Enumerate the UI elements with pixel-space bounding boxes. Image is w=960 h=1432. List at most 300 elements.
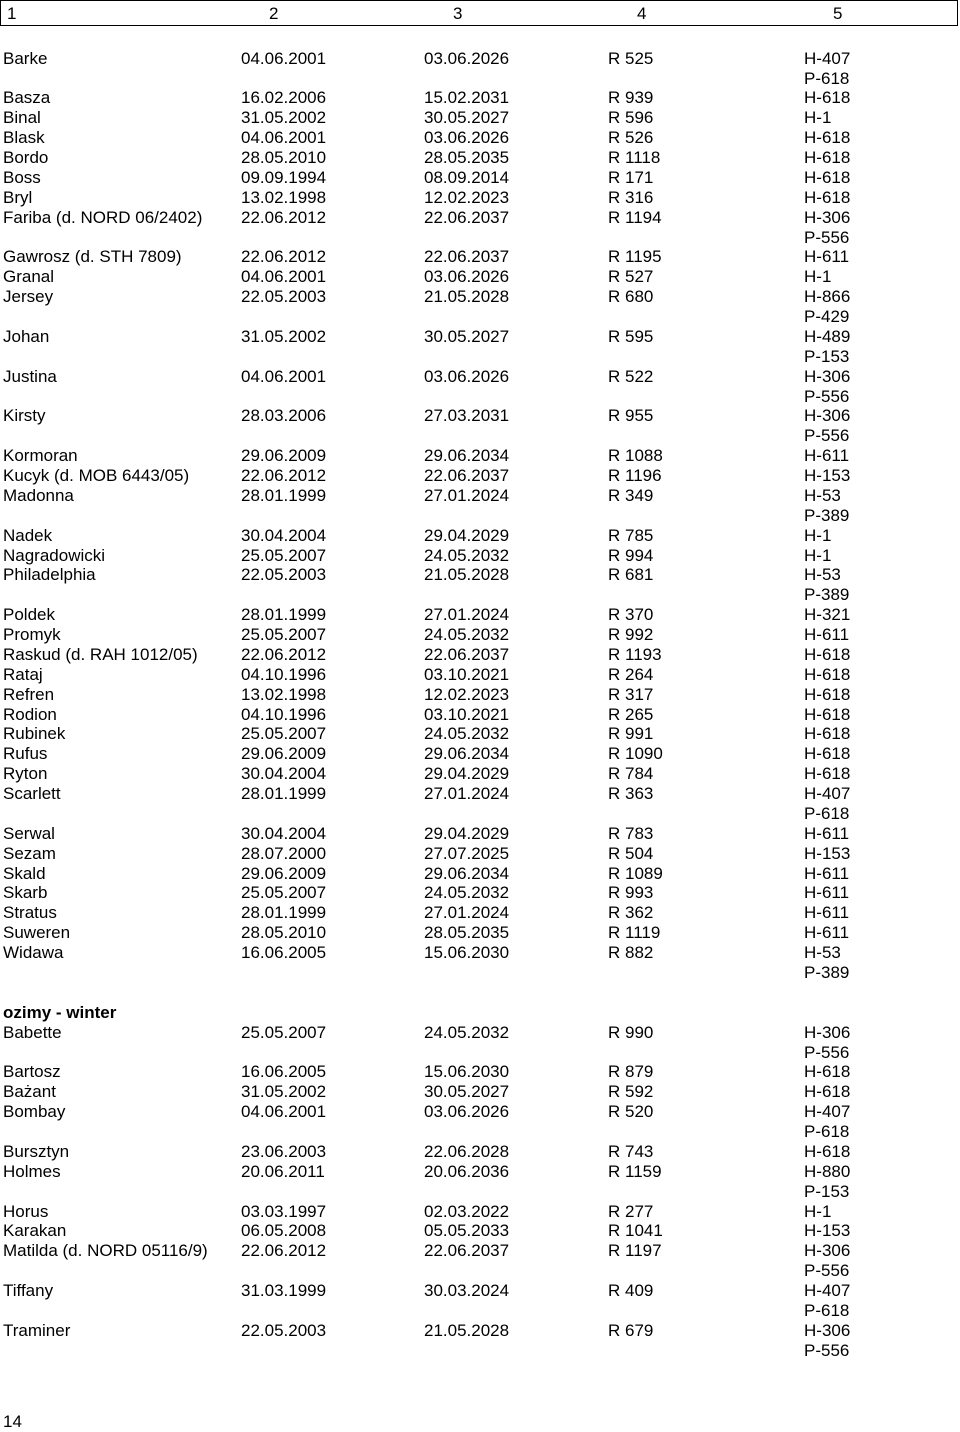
expiry-date: 27.01.2024: [424, 784, 510, 804]
register-number: R 784: [608, 764, 654, 784]
table-row: [0, 923, 960, 943]
registration-date: 28.01.1999: [241, 605, 327, 625]
expiry-date: 22.06.2037: [424, 1241, 510, 1261]
register-number: R 1090: [608, 744, 663, 764]
table-row: [0, 824, 960, 844]
register-number: R 370: [608, 605, 654, 625]
maintainer-code: H-611: [804, 863, 850, 883]
table-row: [0, 724, 960, 744]
register-number: R 955: [608, 406, 654, 426]
registration-date: 04.06.2001: [241, 128, 327, 148]
maintainer-code-secondary: P-389: [804, 963, 850, 983]
register-number: R 1118: [608, 147, 661, 167]
register-number: R 363: [608, 784, 654, 804]
registration-date: 30.04.2004: [241, 525, 327, 545]
register-number: R 990: [608, 1022, 654, 1042]
variety-name: Jersey: [3, 287, 54, 307]
column-header-2: 2: [269, 4, 279, 23]
registration-date: 16.06.2005: [241, 1062, 327, 1082]
registration-date: 04.06.2001: [241, 48, 327, 68]
variety-name: Bażant: [3, 1082, 56, 1102]
expiry-date: 27.01.2024: [424, 903, 510, 923]
registration-date: 30.04.2004: [241, 823, 327, 843]
column-header-3: 3: [453, 4, 463, 23]
maintainer-code: H-153: [804, 843, 851, 863]
variety-name: Rataj: [3, 664, 43, 684]
variety-name: Widawa: [3, 943, 64, 963]
register-number: R 1089: [608, 863, 663, 883]
expiry-date: 03.06.2026: [424, 1102, 510, 1122]
register-number: R 1197: [608, 1241, 662, 1261]
register-number: R 595: [608, 326, 654, 346]
expiry-date: 29.04.2029: [424, 525, 510, 545]
variety-name: Raskud (d. RAH 1012/05): [3, 644, 198, 664]
registration-date: 22.05.2003: [241, 287, 327, 307]
table-row: [0, 565, 960, 605]
maintainer-code: H-407: [804, 1281, 851, 1301]
maintainer-code: H-306: [804, 406, 851, 426]
register-number: R 349: [608, 485, 654, 505]
table-row: [0, 366, 960, 406]
maintainer-code-secondary: P-618: [804, 68, 850, 88]
variety-name: Kirsty: [3, 406, 46, 426]
register-number: R 504: [608, 843, 654, 863]
expiry-date: 22.06.2037: [424, 207, 510, 227]
registration-date: 29.06.2009: [241, 863, 327, 883]
expiry-date: 27.03.2031: [424, 406, 510, 426]
registration-date: 22.05.2003: [241, 565, 327, 585]
registration-date: 28.05.2010: [241, 147, 327, 167]
table-row: [0, 844, 960, 864]
variety-name: Ryton: [3, 764, 48, 784]
table-row: [0, 943, 960, 983]
expiry-date: 30.05.2027: [424, 1082, 510, 1102]
maintainer-code: H-618: [804, 704, 851, 724]
register-number: R 991: [608, 724, 654, 744]
table-row: [0, 1022, 960, 1062]
maintainer-code: H-1: [804, 108, 832, 128]
register-number: R 1088: [608, 446, 663, 466]
maintainer-code-secondary: P-618: [804, 1301, 850, 1321]
registration-date: 29.06.2009: [241, 446, 327, 466]
registration-date: 16.06.2005: [241, 943, 327, 963]
expiry-date: 27.01.2024: [424, 605, 510, 625]
expiry-date: 28.05.2035: [424, 923, 510, 943]
registration-date: 31.05.2002: [241, 108, 327, 128]
expiry-date: 12.02.2023: [424, 187, 510, 207]
table-row: [0, 546, 960, 566]
maintainer-code: H-306: [804, 1320, 851, 1340]
maintainer-code: H-866: [804, 287, 851, 307]
registration-date: 25.05.2007: [241, 724, 327, 744]
maintainer-code-secondary: P-556: [804, 227, 850, 247]
registration-date: 28.05.2010: [241, 923, 327, 943]
table-row: [0, 446, 960, 466]
register-number: R 743: [608, 1141, 654, 1161]
registration-date: 04.06.2001: [241, 267, 327, 287]
table-row: [0, 1320, 960, 1360]
table-row: [0, 784, 960, 824]
table-row: [0, 168, 960, 188]
maintainer-code: H-306: [804, 207, 851, 227]
maintainer-code-secondary: P-389: [804, 585, 850, 605]
registration-date: 31.05.2002: [241, 326, 327, 346]
registration-date: 29.06.2009: [241, 744, 327, 764]
variety-name: Rodion: [3, 704, 57, 724]
register-number: R 1159: [608, 1161, 662, 1181]
register-number: R 783: [608, 823, 654, 843]
registration-date: 22.06.2012: [241, 207, 327, 227]
variety-name: Refren: [3, 684, 55, 704]
table-row: [0, 526, 960, 546]
maintainer-code-secondary: P-618: [804, 1122, 850, 1142]
maintainer-code: H-618: [804, 1062, 851, 1082]
expiry-date: 28.05.2035: [424, 147, 510, 167]
table-row: [0, 1241, 960, 1281]
registration-date: 04.06.2001: [241, 1102, 327, 1122]
maintainer-code: H-407: [804, 48, 851, 68]
registration-date: 09.09.1994: [241, 167, 327, 187]
expiry-date: 22.06.2028: [424, 1141, 510, 1161]
maintainer-code-secondary: P-153: [804, 1181, 850, 1201]
variety-name: Bombay: [3, 1102, 66, 1122]
maintainer-code-secondary: P-556: [804, 1042, 850, 1062]
table-row: [0, 685, 960, 705]
register-number: R 592: [608, 1082, 654, 1102]
variety-name: Basza: [3, 88, 51, 108]
register-number: R 994: [608, 545, 654, 565]
table-row: [0, 764, 960, 784]
maintainer-code: H-618: [804, 684, 851, 704]
registration-date: 22.06.2012: [241, 1241, 327, 1261]
registration-date: 04.06.2001: [241, 366, 327, 386]
column-header-4: 4: [637, 4, 647, 23]
register-number: R 681: [608, 565, 654, 585]
variety-name: Stratus: [3, 903, 57, 923]
expiry-date: 24.05.2032: [424, 1022, 510, 1042]
expiry-date: 22.06.2037: [424, 644, 510, 664]
variety-name: Fariba (d. NORD 06/2402): [3, 207, 203, 227]
table-row: [0, 247, 960, 267]
registration-date: 16.02.2006: [241, 88, 327, 108]
register-number: R 596: [608, 108, 654, 128]
variety-name: Rufus: [3, 744, 48, 764]
register-number: R 520: [608, 1102, 654, 1122]
variety-name: Horus: [3, 1201, 49, 1221]
maintainer-code: H-611: [804, 923, 850, 943]
column-header-5: 5: [833, 4, 843, 23]
maintainer-code: H-618: [804, 744, 851, 764]
register-number: R 939: [608, 88, 654, 108]
maintainer-code: H-618: [804, 167, 851, 187]
variety-name: Kormoran: [3, 446, 78, 466]
variety-name: Bryl: [3, 187, 33, 207]
variety-name: Tiffany: [3, 1281, 54, 1301]
expiry-date: 30.03.2024: [424, 1281, 510, 1301]
maintainer-code: H-306: [804, 1241, 851, 1261]
expiry-date: 24.05.2032: [424, 724, 510, 744]
maintainer-code-secondary: P-618: [804, 804, 850, 824]
maintainer-code-secondary: P-556: [804, 386, 850, 406]
expiry-date: 29.04.2029: [424, 823, 510, 843]
registration-date: 28.03.2006: [241, 406, 327, 426]
registration-date: 28.01.1999: [241, 903, 327, 923]
maintainer-code: H-407: [804, 784, 851, 804]
registration-date: 22.06.2012: [241, 644, 327, 664]
variety-name: Justina: [3, 366, 57, 386]
register-number: R 785: [608, 525, 654, 545]
variety-name: Traminer: [3, 1320, 71, 1340]
registration-date: 25.05.2007: [241, 545, 327, 565]
table-row: [0, 88, 960, 108]
register-number: R 1193: [608, 644, 662, 664]
maintainer-code: H-611: [804, 247, 850, 267]
expiry-date: 27.07.2025: [424, 843, 510, 863]
expiry-date: 29.06.2034: [424, 863, 510, 883]
table-row: [0, 625, 960, 645]
expiry-date: 08.09.2014: [424, 167, 510, 187]
variety-name: Gawrosz (d. STH 7809): [3, 247, 182, 267]
maintainer-code: H-306: [804, 366, 851, 386]
variety-name: Poldek: [3, 605, 55, 625]
expiry-date: 30.05.2027: [424, 108, 510, 128]
expiry-date: 29.04.2029: [424, 764, 510, 784]
variety-name: Karakan: [3, 1221, 67, 1241]
register-number: R 264: [608, 664, 654, 684]
maintainer-code: H-1: [804, 1201, 832, 1221]
variety-name: Scarlett: [3, 784, 61, 804]
register-number: R 527: [608, 267, 654, 287]
register-number: R 277: [608, 1201, 654, 1221]
table-row: [0, 1142, 960, 1162]
variety-name: Matilda (d. NORD 05116/9): [3, 1241, 208, 1261]
expiry-date: 03.06.2026: [424, 48, 510, 68]
maintainer-code: H-1: [804, 267, 832, 287]
table-row: [0, 903, 960, 923]
maintainer-code: H-880: [804, 1161, 851, 1181]
variety-name: Promyk: [3, 625, 61, 645]
expiry-date: 21.05.2028: [424, 287, 510, 307]
maintainer-code: H-618: [804, 1141, 851, 1161]
expiry-date: 27.01.2024: [424, 485, 510, 505]
maintainer-code: H-618: [804, 88, 851, 108]
maintainer-code-secondary: P-556: [804, 1261, 850, 1281]
expiry-date: 21.05.2028: [424, 565, 510, 585]
maintainer-code: H-53: [804, 485, 841, 505]
register-number: R 1119: [608, 923, 661, 943]
registration-date: 31.05.2002: [241, 1082, 327, 1102]
register-number: R 1194: [608, 207, 662, 227]
registration-date: 31.03.1999: [241, 1281, 327, 1301]
registration-date: 28.01.1999: [241, 784, 327, 804]
table-row: [0, 744, 960, 764]
register-number: R 680: [608, 287, 654, 307]
maintainer-code: H-618: [804, 664, 851, 684]
register-number: R 882: [608, 943, 654, 963]
expiry-date: 22.06.2037: [424, 247, 510, 267]
winter-section-title: ozimy - winter: [3, 1002, 117, 1022]
register-number: R 265: [608, 704, 654, 724]
variety-name: Skald: [3, 863, 46, 883]
register-number: R 1195: [608, 247, 662, 267]
table-row: [0, 1281, 960, 1321]
register-number: R 522: [608, 366, 654, 386]
table-row: [0, 1082, 960, 1102]
registration-date: 13.02.1998: [241, 684, 327, 704]
expiry-date: 20.06.2036: [424, 1161, 510, 1181]
column-header-row: [0, 0, 958, 26]
registration-date: 25.05.2007: [241, 625, 327, 645]
registration-date: 28.07.2000: [241, 843, 327, 863]
registration-date: 22.06.2012: [241, 247, 327, 267]
registration-date: 25.05.2007: [241, 883, 327, 903]
variety-name: Babette: [3, 1022, 62, 1042]
registration-date: 23.06.2003: [241, 1141, 327, 1161]
register-number: R 879: [608, 1062, 654, 1082]
register-number: R 1041: [608, 1221, 663, 1241]
registration-date: 13.02.1998: [241, 187, 327, 207]
maintainer-code: H-1: [804, 545, 832, 565]
table-row: [0, 48, 960, 88]
variety-name: Holmes: [3, 1161, 61, 1181]
register-number: R 171: [608, 167, 654, 187]
table-row: [0, 645, 960, 665]
registration-date: 22.06.2012: [241, 465, 327, 485]
maintainer-code: H-618: [804, 724, 851, 744]
expiry-date: 29.06.2034: [424, 744, 510, 764]
maintainer-code: H-618: [804, 644, 851, 664]
variety-name: Skarb: [3, 883, 48, 903]
table-row: [0, 1202, 960, 1222]
expiry-date: 24.05.2032: [424, 625, 510, 645]
variety-name: Rubinek: [3, 724, 66, 744]
maintainer-code: H-618: [804, 764, 851, 784]
expiry-date: 02.03.2022: [424, 1201, 510, 1221]
registration-date: 25.05.2007: [241, 1022, 327, 1042]
table-row: [0, 466, 960, 486]
maintainer-code: H-489: [804, 326, 851, 346]
maintainer-code: H-618: [804, 128, 851, 148]
maintainer-code-secondary: P-556: [804, 426, 850, 446]
expiry-date: 24.05.2032: [424, 883, 510, 903]
table-row: [0, 406, 960, 446]
variety-name: Nadek: [3, 525, 53, 545]
maintainer-code: H-53: [804, 565, 841, 585]
page-number: 14: [3, 1412, 22, 1431]
variety-name: Serwal: [3, 823, 55, 843]
registration-date: 22.05.2003: [241, 1320, 327, 1340]
maintainer-code: H-153: [804, 465, 851, 485]
table-row: [0, 1221, 960, 1241]
registration-date: 20.06.2011: [241, 1161, 325, 1181]
maintainer-code: H-1: [804, 525, 832, 545]
maintainer-code: H-618: [804, 1082, 851, 1102]
variety-name: Philadelphia: [3, 565, 96, 585]
expiry-date: 15.02.2031: [424, 88, 510, 108]
registration-date: 06.05.2008: [241, 1221, 327, 1241]
maintainer-code: H-321: [804, 605, 851, 625]
expiry-date: 24.05.2032: [424, 545, 510, 565]
maintainer-code: H-611: [804, 883, 850, 903]
variety-name: Granal: [3, 267, 55, 287]
variety-name: Madonna: [3, 485, 74, 505]
table-row: [0, 485, 960, 525]
variety-name: Nagradowicki: [3, 545, 106, 565]
expiry-date: 05.05.2033: [424, 1221, 510, 1241]
expiry-date: 12.02.2023: [424, 684, 510, 704]
table-row: [0, 605, 960, 625]
expiry-date: 29.06.2034: [424, 446, 510, 466]
maintainer-code: H-611: [804, 446, 850, 466]
register-number: R 525: [608, 48, 654, 68]
table-row: [0, 665, 960, 685]
register-number: R 362: [608, 903, 654, 923]
table-row: [0, 287, 960, 327]
expiry-date: 15.06.2030: [424, 1062, 510, 1082]
table-row: [0, 207, 960, 247]
variety-name: Johan: [3, 326, 50, 346]
variety-name: Blask: [3, 128, 45, 148]
expiry-date: 21.05.2028: [424, 1320, 510, 1340]
variety-name: Bartosz: [3, 1062, 61, 1082]
registration-date: 28.01.1999: [241, 485, 327, 505]
variety-name: Binal: [3, 108, 41, 128]
expiry-date: 03.06.2026: [424, 128, 510, 148]
expiry-date: 22.06.2037: [424, 465, 510, 485]
register-number: R 317: [608, 684, 654, 704]
maintainer-code: H-611: [804, 823, 850, 843]
table-row: [0, 326, 960, 366]
table-row: [0, 148, 960, 168]
register-number: R 993: [608, 883, 654, 903]
registration-date: 04.10.1996: [241, 664, 327, 684]
maintainer-code: H-306: [804, 1022, 851, 1042]
variety-name: Bursztyn: [3, 1141, 70, 1161]
maintainer-code-secondary: P-389: [804, 505, 850, 525]
maintainer-code-secondary: P-153: [804, 346, 850, 366]
table-row: [0, 1102, 960, 1142]
column-header-1: 1: [7, 4, 17, 23]
maintainer-code-secondary: P-556: [804, 1340, 850, 1360]
maintainer-code: H-611: [804, 903, 850, 923]
expiry-date: 15.06.2030: [424, 943, 510, 963]
maintainer-code: H-153: [804, 1221, 851, 1241]
maintainer-code: H-53: [804, 943, 841, 963]
register-number: R 992: [608, 625, 654, 645]
maintainer-code: H-618: [804, 147, 851, 167]
table-row: [0, 1161, 960, 1201]
maintainer-code-secondary: P-429: [804, 307, 850, 327]
variety-name: Sezam: [3, 843, 56, 863]
expiry-date: 03.06.2026: [424, 366, 510, 386]
variety-name: Kucyk (d. MOB 6443/05): [3, 465, 190, 485]
table-row: [0, 1062, 960, 1082]
table-row: [0, 883, 960, 903]
table-row: [0, 267, 960, 287]
variety-name: Suweren: [3, 923, 71, 943]
table-row: [0, 188, 960, 208]
register-number: R 526: [608, 128, 654, 148]
table-row: [0, 108, 960, 128]
variety-name: Barke: [3, 48, 48, 68]
expiry-date: 03.10.2021: [424, 704, 510, 724]
register-number: R 409: [608, 1281, 654, 1301]
register-number: R 316: [608, 187, 654, 207]
registration-date: 04.10.1996: [241, 704, 327, 724]
registration-date: 03.03.1997: [241, 1201, 327, 1221]
maintainer-code: H-407: [804, 1102, 851, 1122]
variety-name: Bordo: [3, 147, 49, 167]
